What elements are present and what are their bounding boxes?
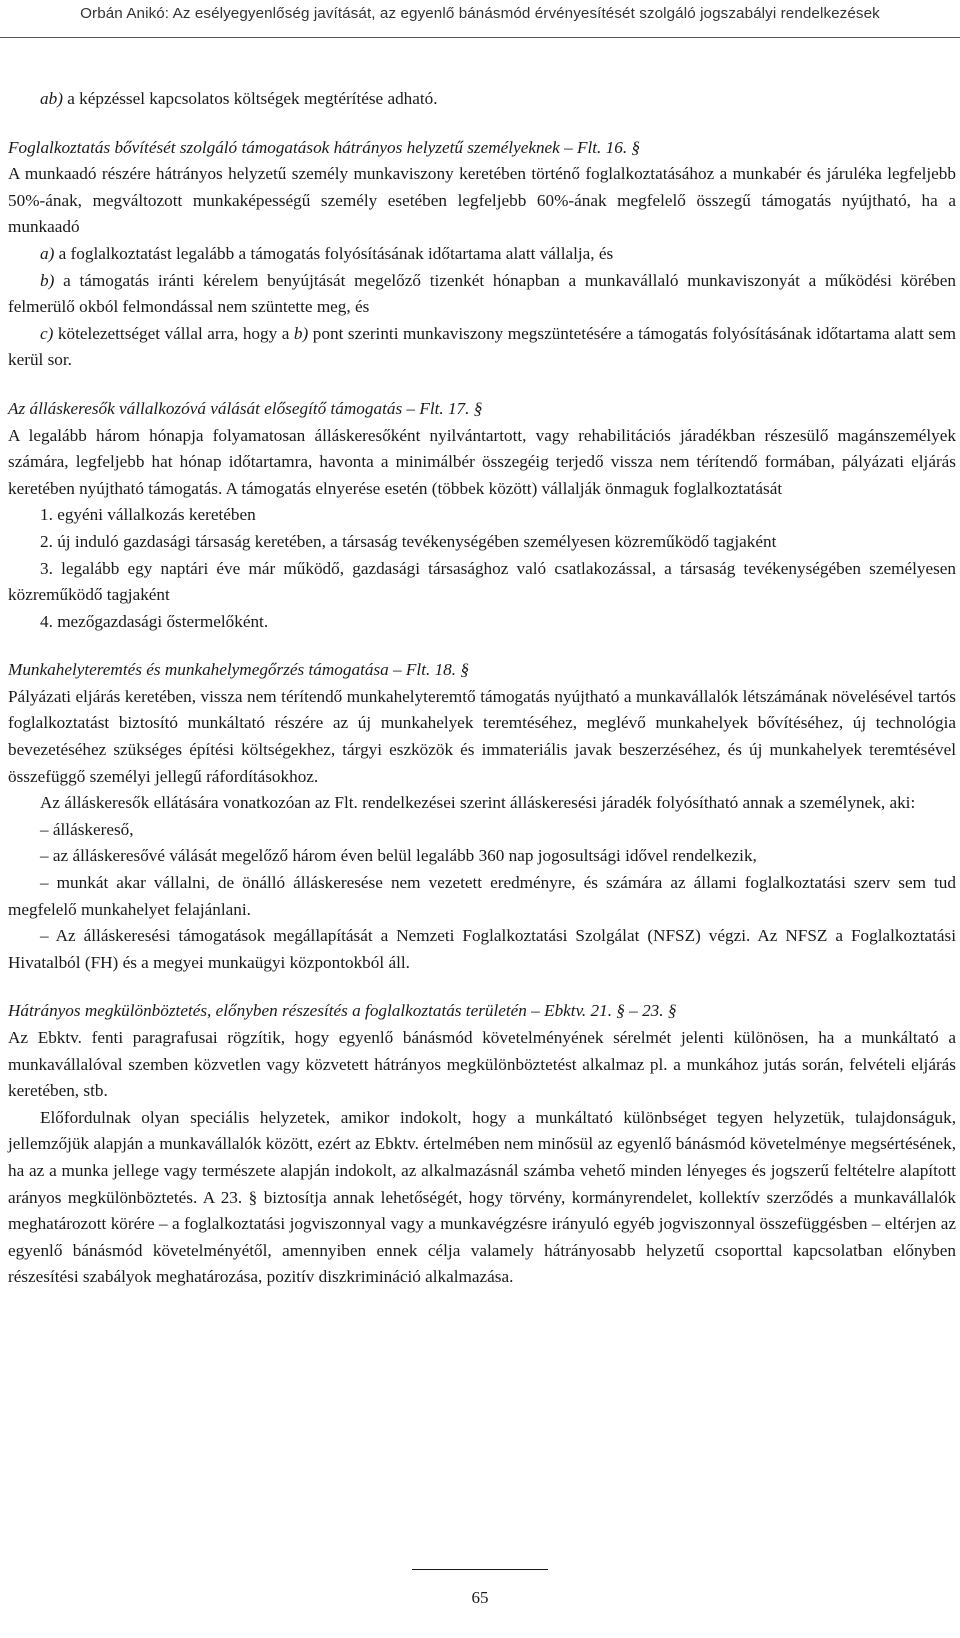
paragraph-flt16-c	[8, 321, 956, 374]
footer-rule	[412, 1569, 548, 1570]
page-number: 65	[471, 1588, 489, 1607]
item-label: b)	[40, 270, 55, 290]
paragraph-flt16-a	[8, 241, 956, 268]
item-text: a képzéssel kapcsolatos költségek megtérítése adható.	[62, 89, 438, 108]
paragraph-ab	[8, 86, 956, 113]
paragraph-flt16-intro: A munkaadó részére hátrányos helyzetű személy munkaviszony keretében történő foglalkoztatásához a munkabér és járuléka legfeljebb 50%-ának, megváltozott munkaképességű személy esetében legfeljebb 60%-ának megfelelő összegű támogatás nyújtható, ha a munkaadó	[8, 164, 956, 237]
item-text: kötelezettséget vállal arra, hogy a	[53, 323, 294, 343]
paragraph-flt16-b	[8, 268, 956, 321]
section-heading-flt18: Munkahelyteremtés és munkahelymegőrzés támogatása – Flt. 18. §	[8, 660, 469, 680]
item-label: a)	[40, 243, 55, 263]
section-heading-flt16: Foglalkoztatás bővítését szolgáló támogatások hátrányos helyzetű személyeknek – Flt. 16. §	[8, 137, 641, 157]
list-item: 1. egyéni vállalkozás keretében	[40, 505, 256, 525]
item-label: ab)	[40, 89, 63, 108]
item-text: a foglalkoztatást legalább a támogatás folyósításának időtartama alatt vállalja, és	[54, 243, 614, 263]
list-item: 3. legalább egy naptári éve már működő, gazdasági társasághoz való csatlakozással, a társaság tevékenységében személyesen közreműködő tagjaként	[8, 558, 956, 605]
section-heading-ebktv: Hátrányos megkülönböztetés, előnyben részesítés a foglalkoztatás területén – Ebktv. 21. § – 23. §	[8, 1001, 677, 1021]
page-content	[8, 86, 956, 1291]
header-rule	[0, 37, 960, 38]
dash-item: – az álláskeresővé válását megelőző három éven belül legalább 360 nap jogosultsági idővel rendelkezik,	[40, 846, 757, 866]
item-text: a támogatás iránti kérelem benyújtását megelőző tizenkét hónapban a munkavállaló munkaviszonyát a működési körében felmerülő okból felmondással nem szüntette meg, és	[8, 270, 956, 317]
paragraph-ebktv-1: Az Ebktv. fenti paragrafusai rögzítik, hogy egyenlő bánásmód követelményének sérelmét jelenti különösen, ha a munkáltató a munkavállalóval szemben közvetlen vagy közvetett hátrányos megkülönböztetést alkalmaz pl. a munkához jutás során, felvételi eljárás keretében, stb.	[8, 1028, 956, 1101]
list-item: 2. új induló gazdasági társaság keretében, a társaság tevékenységében személyesen közreműködő tagjaként	[40, 531, 777, 551]
paragraph-flt18-2: Az álláskeresők ellátására vonatkozóan az Flt. rendelkezései szerint álláskeresési járadék folyósítható annak a személynek, aki:	[40, 793, 916, 813]
paragraph-flt17-body: A legalább három hónapja folyamatosan álláskeresőként nyilvántartott, vagy rehabilitációs járadékban részesülő magánszemélyek számára, legfeljebb hat hónap időtartamra, havonta a minimálbér összegéig terjedő vissza nem térítendő formában, pályázati eljárás keretében nyújtható támogatás. A támogatás elnyerése esetén (többek között) vállalják önmaguk foglalkoztatását	[8, 425, 956, 498]
paragraph-ebktv-2: Előfordulnak olyan speciális helyzetek, amikor indokolt, hogy a munkáltató különbséget tegyen helyzetük, tulajdonságuk, jellemzőjük alapján a munkavállalók között, ezért az Ebktv. értelmében nem minősül az egyenlő bánásmód követelménye megsértésének, ha az a munka jellege vagy természete alapján indokolt, az alkalmazásnál számba vehető minden lényeges és jogszerű feltételre alapított arányos megkülönböztetés. A 23. § biztosítja annak lehetőségét, hogy törvény, kormányrendelet, kollektív szerződés a munkavállalók meghatározott körére – a foglalkoztatási jogviszonnyal vagy a munkavégzésre irányuló egyéb jogviszonnyal összefüggésben – eltérjen az egyenlő bánásmód követelményétől, amennyiben ennek célja valamely hátrányosabb helyzetű csoporttal kapcsolatban előnyben részesítési szabályok meghatározása, pozitív diszkrimináció alkalmazása.	[8, 1107, 956, 1287]
item-text: pont szerinti munkaviszony megszüntetésére a támogatás folyósításának időtartama alatt sem kerül sor.	[8, 323, 956, 370]
dash-item: – álláskereső,	[40, 819, 134, 839]
item-label: c)	[40, 323, 54, 343]
dash-item: – Az álláskeresési támogatások megállapítását a Nemzeti Foglalkoztatási Szolgálat (NFSZ) végzi. Az NFSZ a Foglalkoztatási Hivatalból (FH) és a megyei munkaügyi központokból áll.	[8, 926, 956, 972]
dash-item: – munkát akar vállalni, de önálló álláskeresése nem vezetett eredményre, és számára az állami foglalkoztatási szerv sem tud megfelelő munkahelyet felajánlani.	[8, 873, 956, 919]
item-ref: b)	[293, 323, 309, 343]
section-heading-flt17: Az álláskeresők vállalkozóvá válását elősegítő támogatás – Flt. 17. §	[8, 398, 483, 418]
paragraph-flt18-1: Pályázati eljárás keretében, vissza nem térítendő munkahelyteremtő támogatás nyújtható a munkavállalók létszámának növelésével tartós foglalkoztatást biztosító munkáltató részére az új munkahelyek teremtéséhez, meglévő munkahelyek bővítéséhez, új technológia bevezetéséhez szükséges építési költségekhez, tárgyi eszközök és immateriális javak beszerzéséhez, és új munkahelyek teremtésével összefüggő személyi jellegű ráfordításokhoz.	[8, 686, 956, 786]
list-item: 4. mezőgazdasági őstermelőként.	[40, 611, 269, 631]
running-header: Orbán Anikó: Az esélyegyenlőség javítását, az egyenlő bánásmód érvényesítését szolgáló jogszabályi rendelkezések	[80, 5, 880, 22]
